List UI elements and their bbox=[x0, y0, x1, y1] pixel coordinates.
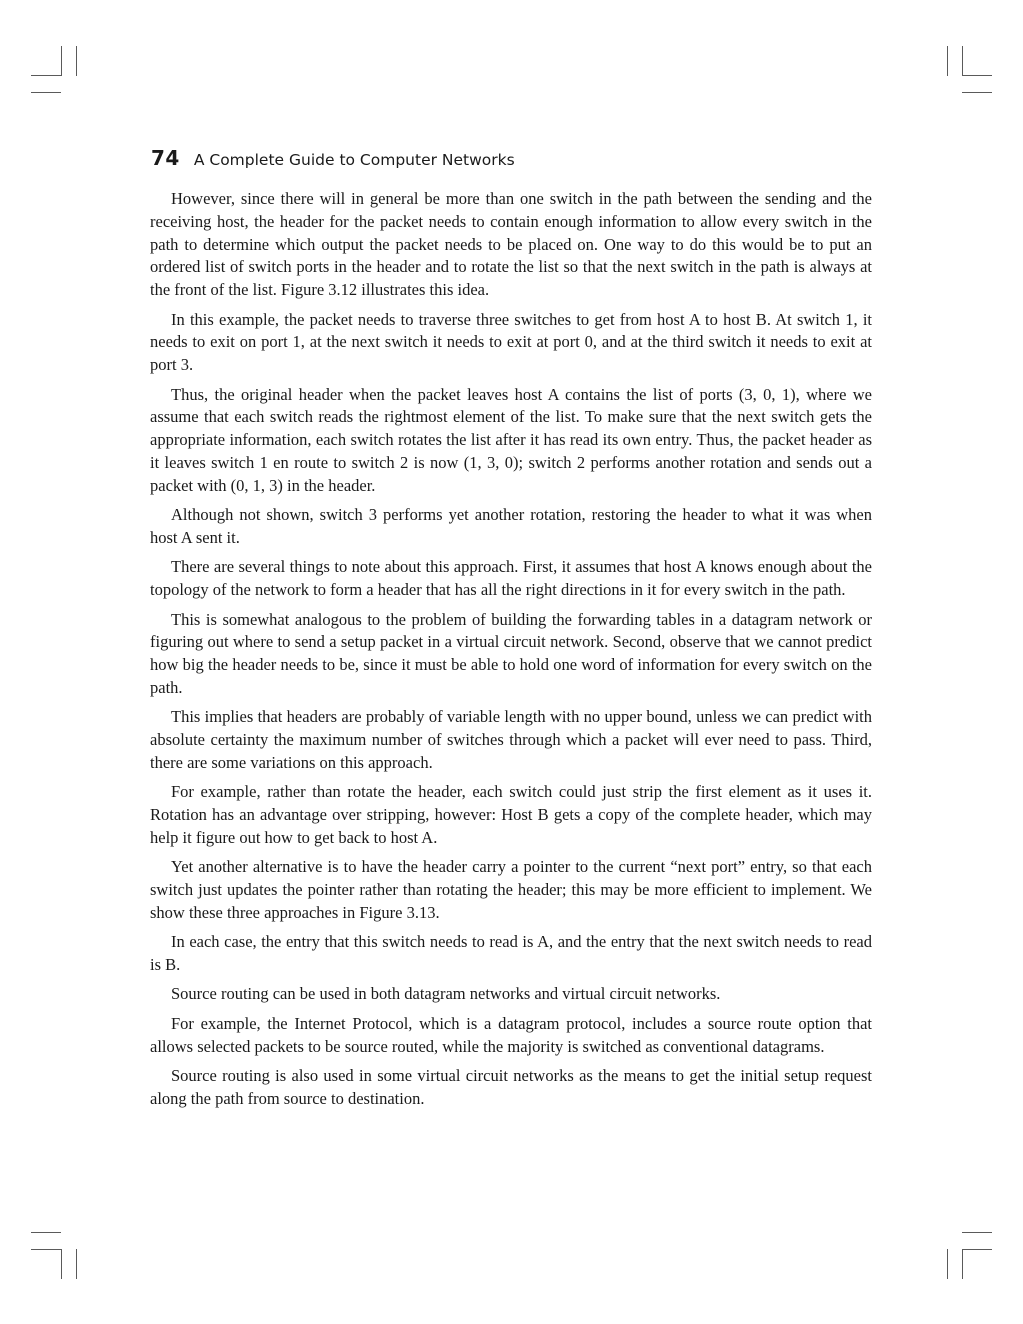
paragraph: For example, the Internet Protocol, which is a datagram protocol, includes a source route option that allows selected packets to be source routed, while the majority is switched as conventional datagrams. bbox=[150, 1013, 872, 1056]
crop-mark-bottom-left-h1 bbox=[31, 1232, 61, 1233]
paragraph: Although not shown, switch 3 performs yet another rotation, restoring the header to what it was when host A sent it. bbox=[150, 505, 872, 547]
paragraph: In each case, the entry that this switch needs to read is A, and the entry that the next switch needs to read is B. bbox=[150, 932, 872, 975]
body-text bbox=[150, 188, 872, 1117]
crop-mark-top-left-v1 bbox=[61, 46, 62, 76]
paragraph: Thus, the original header when the packet leaves host A contains the list of ports (3, 0, 1), where we assume that each switch reads the rightmost element of the list. To make sure that the next switch gets the appropriate information, each switch rotates the list after it has read its own entry. Thus, the packet header as it leaves switch 1 en route to switch 2 is now (1, 3, 0); switch 2 performs another rotation and sends out a packet with (0, 1, 3) in the header. bbox=[150, 384, 872, 495]
page-number: 74 bbox=[151, 146, 180, 170]
running-title: A Complete Guide to Computer Networks bbox=[193, 151, 515, 169]
crop-mark-bottom-right-v2 bbox=[962, 1249, 963, 1279]
crop-mark-bottom-right-h2 bbox=[962, 1249, 992, 1250]
crop-mark-top-left-h2 bbox=[31, 92, 61, 93]
paragraph: Source routing can be used in both datagram networks and virtual circuit networks. bbox=[171, 984, 721, 1004]
crop-mark-top-left-h1 bbox=[31, 75, 61, 76]
paragraph: For example, rather than rotate the header, each switch could just strip the first element as it uses it. Rotation has an advantage over stripping, however: Host B gets a copy of the complete header, which may help it figure out how to get back to host A. bbox=[150, 782, 872, 847]
crop-mark-bottom-left-v2 bbox=[76, 1249, 77, 1279]
paragraph: Yet another alternative is to have the header carry a pointer to the current “next port” entry, so that each switch just updates the pointer rather than rotating the header; this may be more efficient to implement. We show these three approaches in Figure 3.13. bbox=[150, 857, 872, 922]
paragraph: This implies that headers are probably of variable length with no upper bound, unless we can predict with absolute certainty the maximum number of switches through which a packet will ever need to pass. Third, there are some variations on this approach. bbox=[150, 707, 872, 772]
crop-mark-bottom-right-v1 bbox=[947, 1249, 948, 1279]
crop-mark-bottom-right-h1 bbox=[962, 1232, 992, 1233]
crop-mark-bottom-left-h2 bbox=[31, 1249, 61, 1250]
paragraph: However, since there will in general be more than one switch in the path between the sending and the receiving host, the header for the packet needs to contain enough information to allow every switch in the path to determine which output the packet needs to be placed on. One way to do this would be to put an ordered list of switch ports in the header and to rotate the list so that the next switch in the path is always at the front of the list. Figure 3.12 illustrates this idea. bbox=[150, 189, 872, 300]
crop-mark-top-right-h1 bbox=[962, 75, 992, 76]
crop-mark-top-right-v1 bbox=[947, 46, 948, 76]
paragraph: There are several things to note about this approach. First, it assumes that host A knows enough about the topology of the network to form a header that has all the right directions in it for every switch in the path. bbox=[150, 557, 872, 600]
paragraph: This is somewhat analogous to the problem of building the forwarding tables in a datagram network or figuring out where to send a setup packet in a virtual circuit network. Second, observe that we cannot predict how big the header needs to be, since it must be able to hold one word of information for every switch on the path. bbox=[150, 609, 872, 697]
paragraph: In this example, the packet needs to traverse three switches to get from host A to host B. At switch 1, it needs to exit on port 1, at the next switch it needs to exit at port 0, and at the third switch it needs to exit at port 3. bbox=[150, 309, 872, 375]
running-header bbox=[151, 146, 515, 170]
crop-mark-top-right-v2 bbox=[962, 46, 963, 76]
crop-mark-bottom-left-v1 bbox=[61, 1249, 62, 1279]
paragraph: Source routing is also used in some virtual circuit networks as the means to get the initial setup request along the path from source to destination. bbox=[150, 1066, 872, 1108]
crop-mark-top-right-h2 bbox=[962, 92, 992, 93]
crop-mark-top-left-v2 bbox=[76, 46, 77, 76]
